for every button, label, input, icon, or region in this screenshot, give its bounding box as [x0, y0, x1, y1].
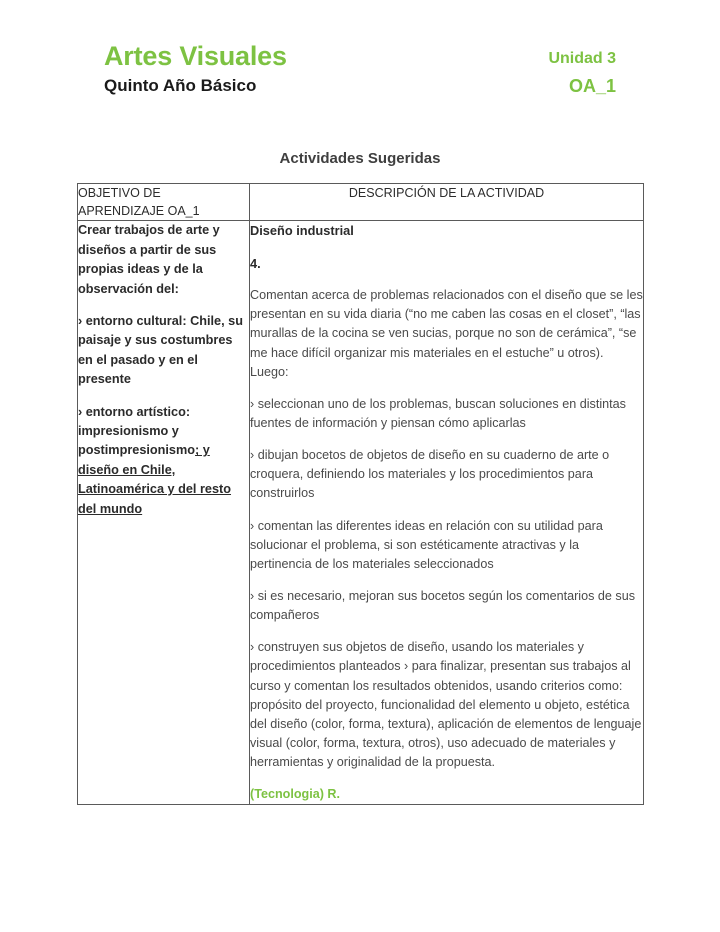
objective-bullet-cultural: › entorno cultural: Chile, su paisaje y sus costumbres en el pasado y en el presente — [78, 313, 243, 387]
description-number: 4. — [250, 255, 261, 271]
description-step: › construyen sus objetos de diseño, usando los materiales y procedimientos planteados › para finalizar, presentan sus trabajos al curso y comentan los resultados obtenidos, usando criterios como: propósito del proyecto, funcionalidad del elemento u objeto, estética del diseño (color, forma, textura), aplicación de elementos de lenguaje visual (color, forma, textura, otros), uso adecuado de materiales y herramientas y originalidad de la propuesta. — [250, 640, 642, 770]
description-footer-tag: (Tecnologia) R. — [250, 787, 341, 802]
description-step: › dibujan bocetos de objetos de diseño en su cuaderno de arte o croquera, definiendo los materiales y los procedimientos para construirlos — [250, 448, 610, 501]
oa-label: OA_1 — [568, 76, 616, 97]
objective-bullet-artistic-plain: › entorno artístico: impresionismo y postimpresionismo — [78, 404, 196, 458]
table-header-row — [78, 184, 644, 221]
grade-title: Quinto Año Básico — [104, 76, 257, 96]
objective-intro: Crear trabajos de arte y diseños a partir de sus propias ideas y de la observación del: — [78, 223, 220, 296]
table-row — [78, 221, 644, 805]
subject-title: Artes Visuales — [104, 41, 287, 71]
column-header-objective: OBJETIVO DE APRENDIZAJE OA_1 — [78, 184, 250, 221]
objective-bullet-artistic — [78, 403, 249, 520]
activities-table — [77, 183, 644, 805]
header-right-group — [548, 42, 616, 98]
objective-cell — [78, 221, 250, 805]
description-step: › comentan las diferentes ideas en relación con su utilidad para solucionar el problema, si son estéticamente atractivas y la pertinencia de los materiales seleccionados — [250, 518, 603, 571]
description-step: › si es necesario, mejoran sus bocetos según los comentarios de sus compañeros — [250, 588, 636, 623]
description-cell — [250, 221, 644, 805]
column-header-description: DESCRIPCIÓN DE LA ACTIVIDAD — [250, 184, 644, 221]
description-intro: Comentan acerca de problemas relacionados con el diseño que se les presentan en su vida diaria (“no me caben las cosas en el closet”, “las murallas de la cocina se ven sucias, porque no son de cerámica”, “se me hace difícil organizar mis materiales en el estuche” u otros). Luego: — [250, 288, 643, 379]
header-left-group — [104, 42, 287, 96]
description-step: › seleccionan uno de los problemas, buscan soluciones en distintas fuentes de información y piensan cómo aplicarlas — [250, 396, 626, 430]
objective-bullet-artistic-underlined: ; y diseño en Chile, Latinoamérica y del resto del mundo — [78, 443, 232, 516]
unit-label: Unidad 3 — [548, 50, 616, 67]
document-header — [104, 42, 616, 98]
section-title: Actividades Sugeridas — [279, 150, 441, 167]
description-heading: Diseño industrial — [250, 223, 354, 239]
